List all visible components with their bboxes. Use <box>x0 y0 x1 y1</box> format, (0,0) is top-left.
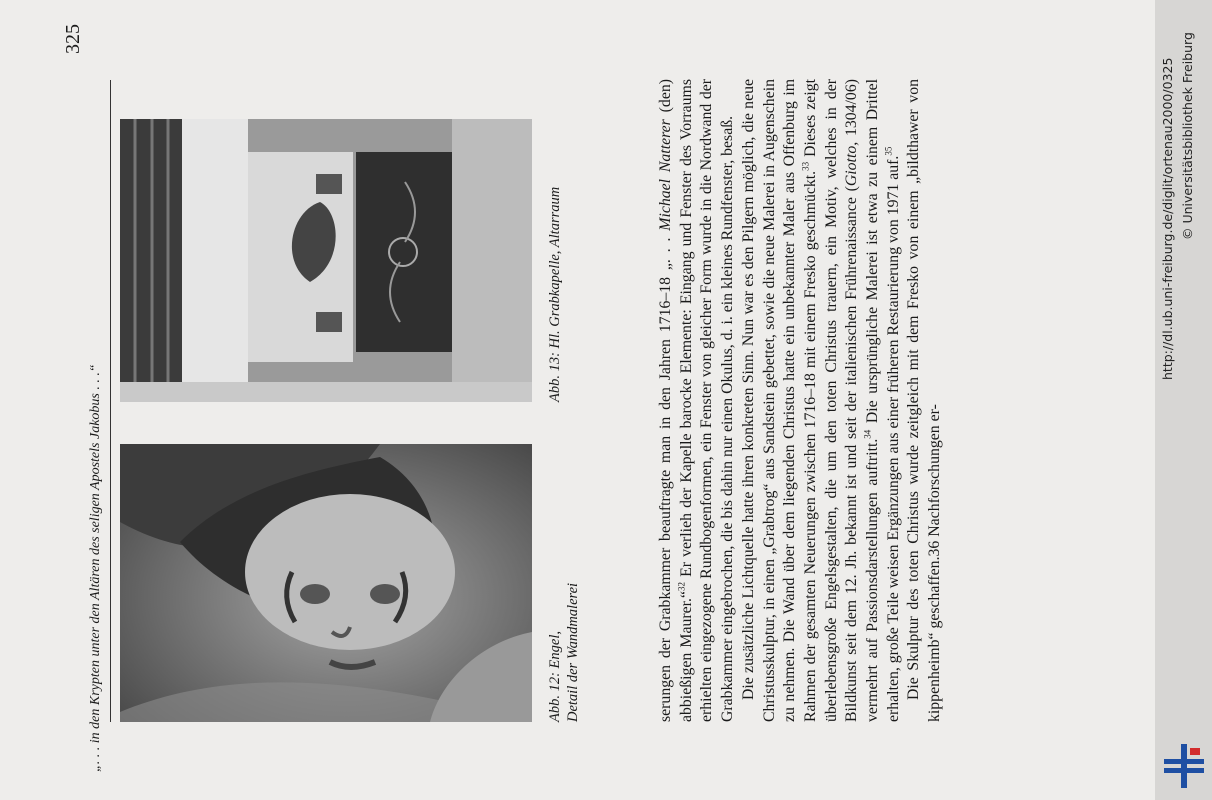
name-giotto: Giotto, <box>843 141 861 187</box>
body-text <box>656 79 946 722</box>
header-rule <box>110 80 111 722</box>
figure-caption-12 <box>546 583 582 722</box>
name-natterer: Michael Natterer <box>657 119 674 231</box>
caption-line: Abb. 13: Hl. Grabkapelle, Altarraum <box>547 186 563 402</box>
footnote-ref: 34 <box>862 429 873 439</box>
copyright-notice: © Universitätsbibliothek Freiburg <box>1180 32 1195 240</box>
library-logo-icon <box>1162 742 1206 790</box>
caption-line: Detail der Wandmalerei <box>565 582 581 722</box>
footnote-ref: 32 <box>676 582 687 591</box>
footnote-ref: 35 <box>883 146 894 156</box>
altar-room-photo <box>120 119 532 402</box>
paragraph: serungen der Grabkammer beauftragte man in den Jahren 1716–18 „. . . Michael Natterer (den) abbießigen Maurer.“$^{32}$ Er verlieh der Kapelle barocke Elemente: Eingang und Fenster des Vorraums erhielten eingezogene Rundbogenformen, ein Fenster von gleicher Form wurde in die Nordwand der Grabkammer eingebrochen, die bis dahin nur einen Okulus, d. i. ein kleines Rundfenster, besaß. <box>657 79 737 722</box>
running-title: „. . . in den Krypten unter den Altären des seligen Apostels Jakobus . . .“ <box>88 364 103 772</box>
caption-line: Abb. 12: Engel, <box>547 630 563 722</box>
paragraph: Die Skulptur des toten Christus wurde zeitgleich mit dem Fresko von einem „bildthawer von kippenheimb“ geschaffen.36 Nachforschungen er- <box>905 79 944 722</box>
paragraph: Die zusätzliche Lichtquelle hatte ihren konkreten Sinn. Nun war es den Pilgern möglich, die neue Christusskulptur, in einen „Grabtrog“ aus Sandstein gebettet, sowie die neue Malerei in Augenschein zu nehmen. Die Wand über dem liegenden Christus hatte ein unbekannter Maler aus Offenburg im Rahmen der gesamten Neuerungen zwischen 1716–18 mit einem Fresko geschmückt.$^{33}$ Dieses zeigt überlebensgroße Engelsgestalten, die um den toten Christus trauern, ein Motiv, welches in der Bildkunst seit dem 12. Jh. bekannt ist und seit der italienischen Frührenaissance (Giotto, 1304/06) vermehrt auf Passionsdarstellungen auftritt.$^{34}$ Die ursprüngliche Malerei ist etwa zu einem Drittel erhalten, große Teile weisen Ergänzungen aus einer früheren Restaurierung von 1971 auf.$^{35}$ <box>739 79 902 722</box>
figure-caption-13 <box>546 187 564 402</box>
source-url[interactable]: http://dl.ub.uni-freiburg.de/diglit/ortenau2000/0325 <box>1160 57 1175 380</box>
footnote-ref: 33 <box>800 161 811 171</box>
page-number: 325 <box>62 24 84 54</box>
angel-fresco-photo <box>120 444 532 722</box>
